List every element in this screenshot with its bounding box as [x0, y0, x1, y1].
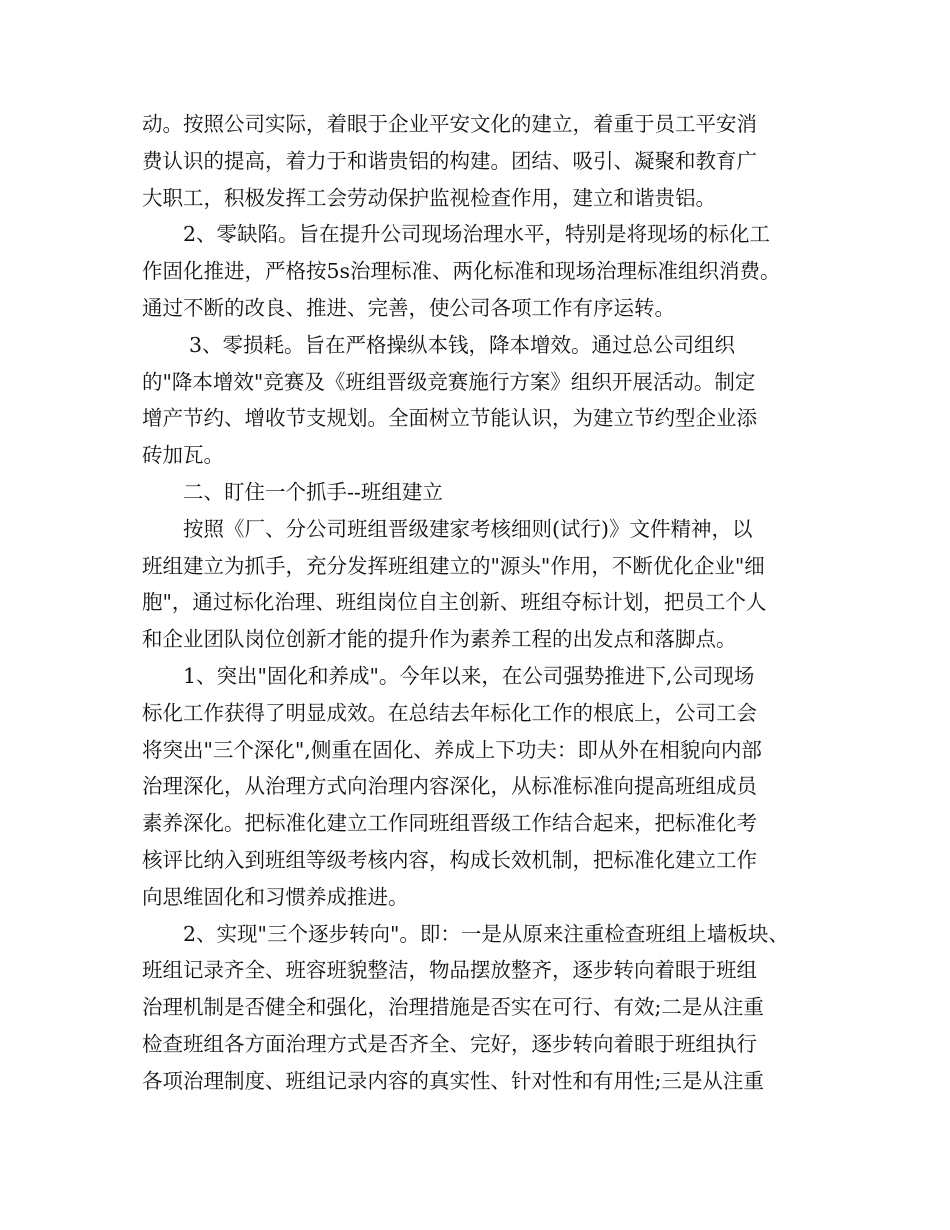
paragraph-start-line: 1、突出"固化和养成"。今年以来，在公司强势推进下,公司现场	[183, 663, 755, 688]
body-line: 大职工，积极发挥工会劳动保护监视检查作用，建立和谐贵铝。	[142, 185, 716, 210]
body-line: 砖加瓦。	[142, 443, 224, 468]
section-heading: 二、盯住一个抓手--班组建立	[183, 479, 443, 504]
body-line: 治理深化，从治理方式向治理内容深化，从标准标准向提高班组成员	[142, 774, 757, 799]
body-line: 治理机制是否健全和强化，治理措施是否实在可行、有效;二是从注重	[142, 995, 764, 1020]
body-line: 素养深化。把标准化建立工作同班组晋级工作结合起来，把标准化考	[142, 811, 757, 836]
body-line: 胞"，通过标化治理、班组岗位自主创新、班组夺标计划，把员工个人	[142, 590, 767, 615]
body-line: 核评比纳入到班组等级考核内容，构成长效机制，把标准化建立工作	[142, 847, 757, 872]
body-line: 费认识的提高，着力于和谐贵铝的构建。团结、吸引、凝聚和教育广	[142, 148, 757, 173]
paragraph-start-line: 3、零损耗。旨在严格操纵本钱，降本增效。通过总公司组织	[189, 332, 736, 357]
body-line: 和企业团队岗位创新才能的提升作为素养工程的出发点和落脚点。	[142, 627, 737, 652]
paragraph-start-line: 2、零缺陷。旨在提升公司现场治理水平，特别是将现场的标化工	[183, 222, 771, 247]
body-line: 动。按照公司实际，着眼于企业平安文化的建立，着重于员工平安消	[142, 112, 757, 136]
body-line: 增产节约、增收节支规划。全面树立节能认识，为建立节约型企业添	[142, 406, 757, 431]
document-body	[142, 106, 814, 1100]
body-line: 作固化推进，严格按5s治理标准、两化标准和现场治理标准组织消费。	[142, 259, 781, 284]
body-line: 通过不断的改良、推进、完善，使公司各项工作有序运转。	[142, 295, 675, 320]
body-line: 班组建立为抓手，充分发挥班组建立的"源头"作用，不断优化企业"细	[142, 553, 765, 578]
body-line: 将突出"三个深化",侧重在固化、养成上下功夫：即从外在相貌向内部	[142, 737, 762, 762]
body-line: 各项治理制度、班组记录内容的真实性、针对性和有用性;三是从注重	[142, 1068, 764, 1093]
body-line: 标化工作获得了明显成效。在总结去年标化工作的根底上，公司工会	[142, 700, 757, 725]
body-line: 的"降本增效"竞赛及《班组晋级竞赛施行方案》组织开展活动。制定	[142, 369, 756, 394]
body-line: 班组记录齐全、班容班貌整洁，物品摆放整齐，逐步转向着眼于班组	[142, 958, 757, 983]
paragraph-start-line: 2、实现"三个逐步转向"。即：一是从原来注重检查班组上墙板块、	[183, 921, 789, 946]
body-line: 检查班组各方面治理方式是否齐全、完好，逐步转向着眼于班组执行	[142, 1031, 757, 1056]
body-line: 向思维固化和习惯养成推进。	[142, 884, 409, 909]
paragraph-start-line: 按照《厂、分公司班组晋级建家考核细则(试行)》文件精神，以	[183, 516, 753, 541]
